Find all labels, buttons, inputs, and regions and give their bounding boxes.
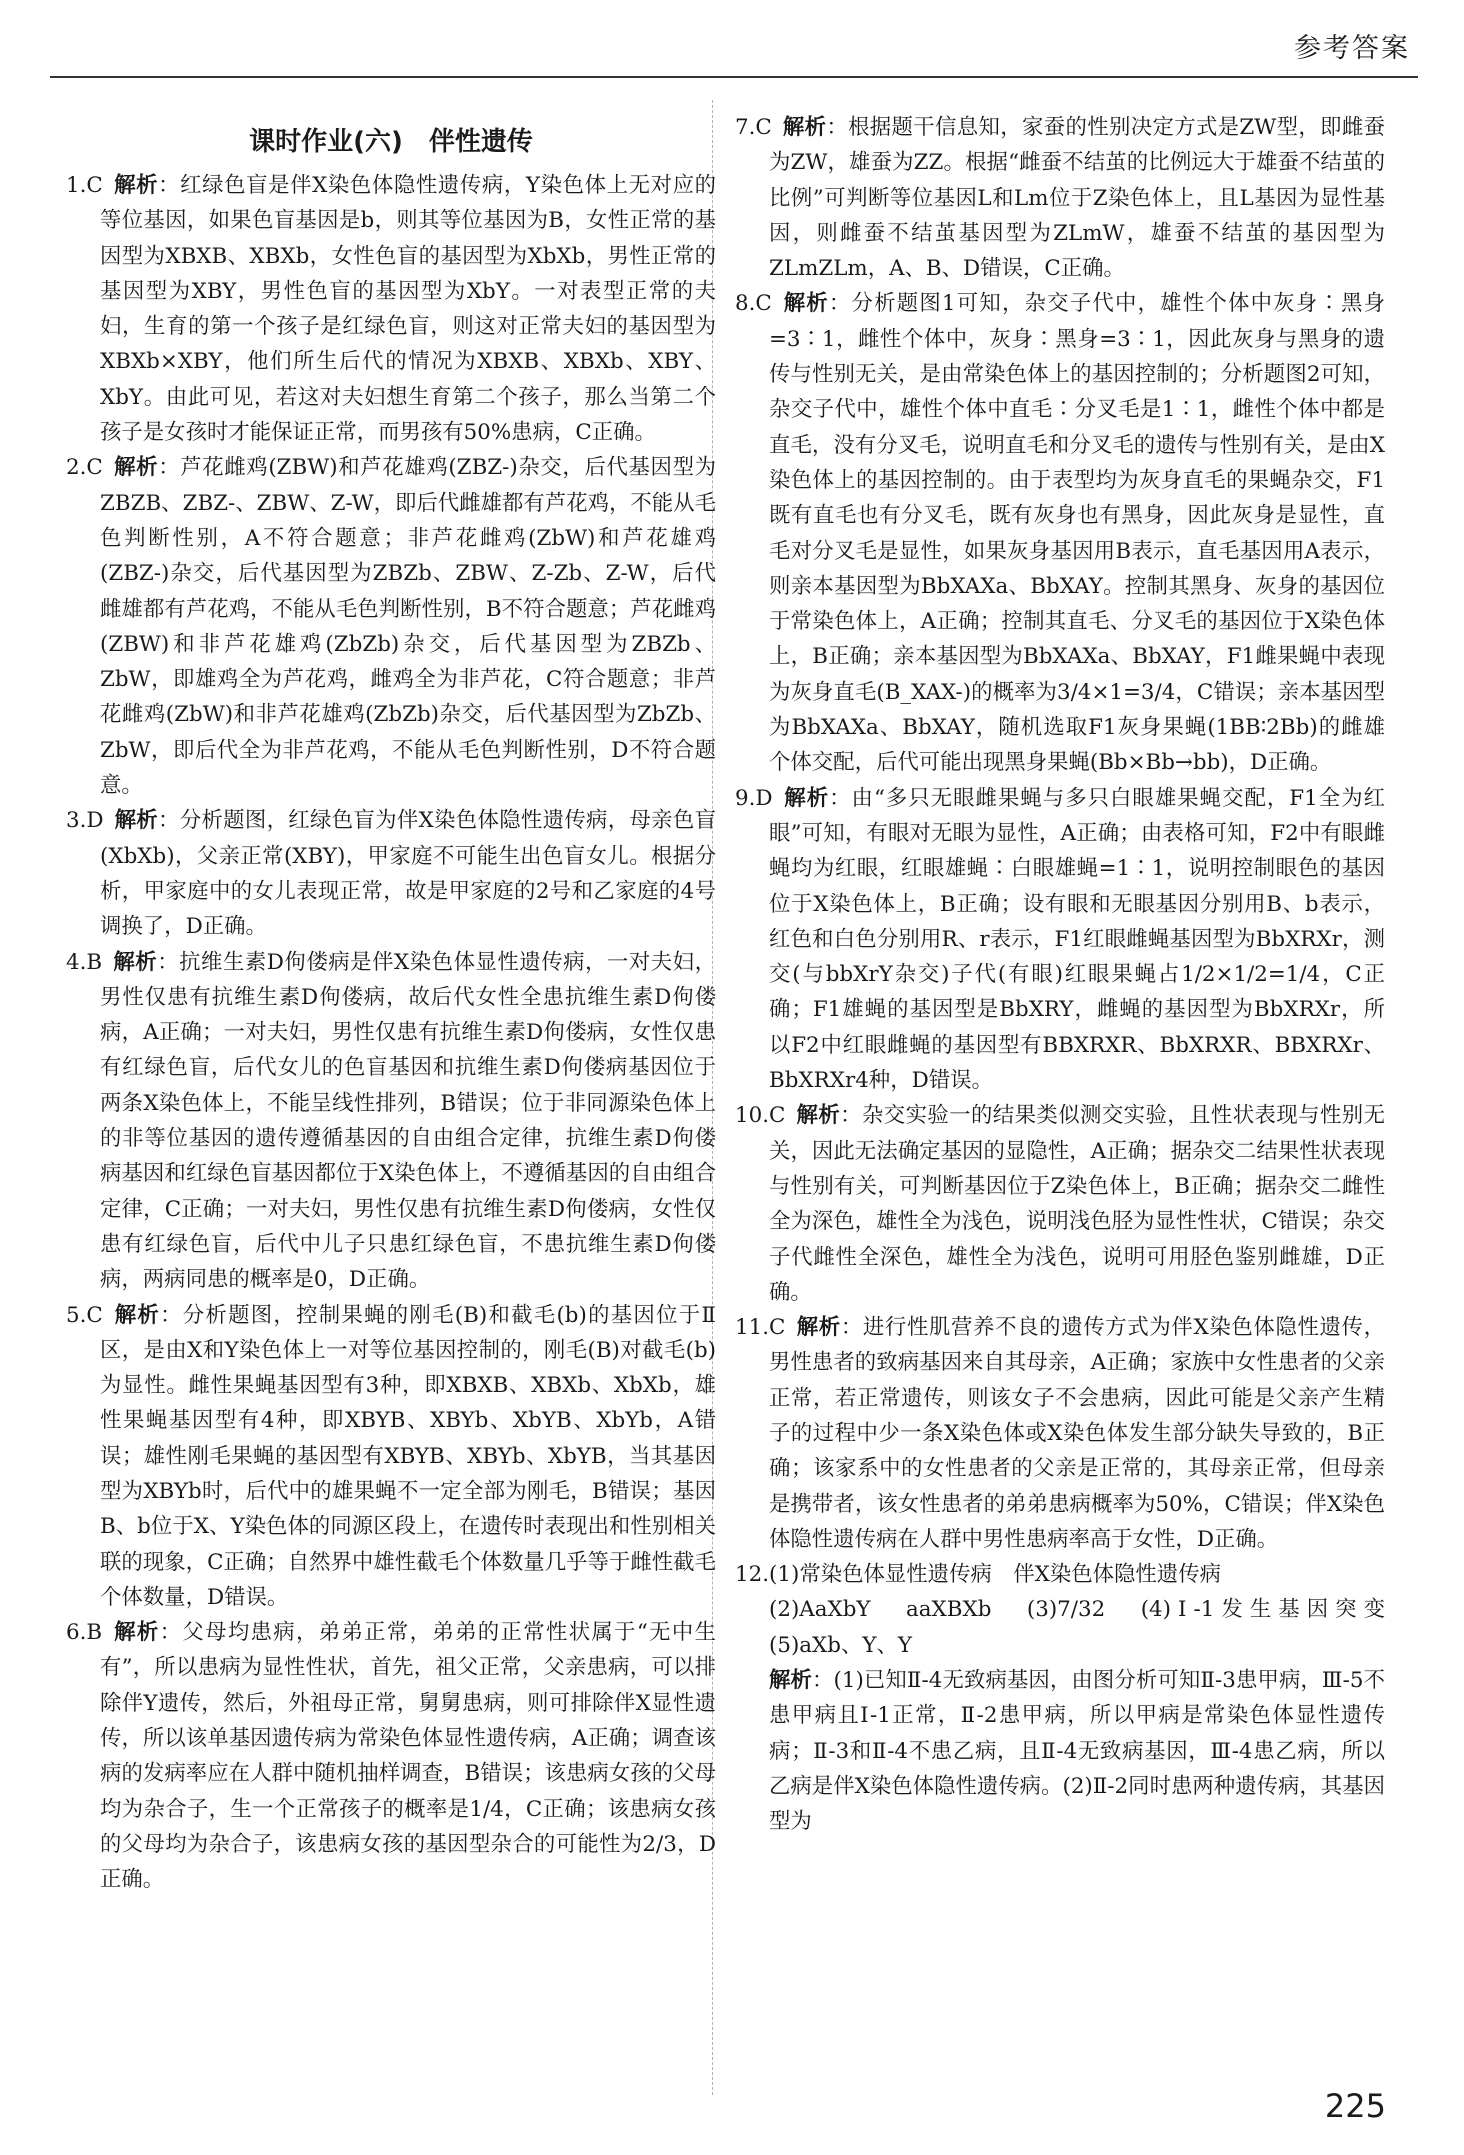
item-number: 4.B xyxy=(66,949,103,975)
analysis-text: ：父母均患病，弟弟正常，弟弟的正常性状属于“无中生有”，所以患病为显性性状，首先，祖父正常，父亲患病，可以排除伴Y遗传，然后，外祖母正常，舅舅患病，则可排除伴X显性遗传，所以该单基因遗传病为常染色体显性遗传病，A正确；调查该病的发病率应在人群中随机抽样调查，B错误；该患病女孩的父母均为杂合子，生一个正常孩子的概率是1/4，C正确；该患病女孩的父母均为杂合子，该患病女孩的基因型杂合的可能性为2/3，D正确。 xyxy=(100,1620,716,1893)
item-number: 9.D xyxy=(735,785,773,811)
analysis-label: 解析 xyxy=(113,173,159,198)
analysis-label: 解析 xyxy=(796,1103,841,1129)
analysis-text: ：(1)已知Ⅱ-4无致病基因，由图分析可知Ⅱ-3患甲病，Ⅲ-5不患甲病且Ⅰ-1正常，Ⅱ-2患甲病，所以甲病是常染色体显性遗传病；Ⅱ-3和Ⅱ-4不患乙病，且Ⅱ-4无致病基因，Ⅲ-4患乙病，所以乙病是伴X染色体隐性遗传病。(2)Ⅱ-2同时患两种遗传病，其基因型为 xyxy=(769,1668,1385,1835)
answer-item xyxy=(735,1310,1385,1557)
analysis-text: ：由“多只无眼雌果蝇与多只白眼雄果蝇交配，F1全为红眼”可知，有眼对无眼为显性，A正确；由表格可知，F2中有眼雌蝇均为红眼，红眼雄蝇∶白眼雄蝇=1∶1，说明控制眼色的基因位于X染色体上，B正确；设有眼和无眼基因分别用B、b表示，红色和白色分别用R、r表示，F1红眼雌蝇基因型为BbXRXr，测交(与bbXrY杂交)子代(有眼)红眼果蝇占1/2×1/2=1/4，C正确；F1雄蝇的基因型是BbXRY，雌蝇的基因型为BbXRXr，所以F2中红眼雌蝇的基因型有BBXRXR、BbXRXR、BBXRXr、BbXRXr4种，D错误。 xyxy=(769,785,1385,1094)
item-number: 1.C xyxy=(66,173,103,198)
item-number: 10.C xyxy=(735,1103,786,1129)
analysis-label: 解析 xyxy=(112,1620,160,1646)
analysis-label: 解析 xyxy=(782,291,829,317)
answer-line: (1)常染色体显性遗传病 伴X染色体隐性遗传病 xyxy=(769,1562,1221,1588)
answer-item xyxy=(735,110,1385,286)
left-column xyxy=(66,110,716,1898)
analysis-12 xyxy=(735,1663,1385,1839)
header-rule xyxy=(50,76,1418,78)
analysis-label: 解析 xyxy=(783,785,830,811)
analysis-label: 解析 xyxy=(769,1668,812,1694)
answer-item xyxy=(735,286,1385,780)
analysis-text: ：抗维生素D佝偻病是伴X染色体显性遗传病，一对夫妇，男性仅患有抗维生素D佝偻病，故后代女性全患抗维生素D佝偻病，A正确；一对夫妇，男性仅患有抗维生素D佝偻病，女性仅患有红绿色盲，后代女儿的色盲基因和抗维生素D佝偻病基因位于两条X染色体上，不能呈线性排列，B错误；位于非同源染色体上的非等位基因的遗传遵循基因的自由组合定律，抗维生素D佝偻病基因和红绿色盲基因都位于X染色体上，不遵循基因的自由组合定律，C正确；一对夫妇，男性仅患有抗维生素D佝偻病，女性仅患有红绿色盲，后代中儿子只患红绿色盲，不患抗维生素D佝偻病，两病同患的概率是0，D正确。 xyxy=(100,949,716,1293)
answer-item xyxy=(66,1298,716,1616)
analysis-label: 解析 xyxy=(114,808,159,834)
item-number: 7.C xyxy=(735,115,772,140)
analysis-text: ：芦花雌鸡(ZBW)和芦花雄鸡(ZBZ-)杂交，后代基因型为ZBZB、ZBZ-、ZBW、Z-W，即后代雌雄都有芦花鸡，不能从毛色判断性别，A不符合题意；非芦花雌鸡(ZbW)和芦花雄鸡(ZBZ-)杂交，后代基因型为ZBZb、ZBW、Z-Zb、Z-W，后代雌雄都有芦花鸡，不能从毛色判断性别，B不符合题意；芦花雌鸡(ZBW)和非芦花雄鸡(ZbZb)杂交，后代基因型为ZBZb、ZbW，即雄鸡全为芦花鸡，雌鸡全为非芦花，C符合题意；非芦花雌鸡(ZbW)和非芦花雄鸡(ZbZb)杂交，后代基因型为ZbZb、ZbW，即后代全为非芦花鸡，不能从毛色判断性别，D不符合题意。 xyxy=(100,455,716,799)
item-number: 12. xyxy=(735,1562,770,1588)
page-header-title: 参考答案 xyxy=(1294,33,1410,64)
analysis-text: ：红绿色盲是伴X染色体隐性遗传病，Y染色体上无对应的等位基因，如果色盲基因是b，则其等位基因为B，女性正常的基因型为XBXB、XBXb，女性色盲的基因型为XbXb，男性正常的基因型为XBY，男性色盲的基因型为XbY。一对表型正常的夫妇，生育的第一个孩子是红绿色盲，则这对正常夫妇的基因型为XBXb×XBY，他们所生后代的情况为XBXB、XBXb、XBY、XbY。由此可见，若这对夫妇想生育第二个孩子，那么当第二个孩子是女孩时才能保证正常，而男孩有50%患病，C正确。 xyxy=(100,173,716,446)
analysis-text: ：分析题图，控制果蝇的刚毛(B)和截毛(b)的基因位于Ⅱ区，是由X和Y染色体上一对等位基因控制的，刚毛(B)对截毛(b)为显性。雌性果蝇基因型有3种，即XBXB、XBXb、XbXb，雄性果蝇基因型有4种，即XBYB、XBYb、XbYB、XbYb，A错误；雄性刚毛果蝇的基因型有XBYB、XBYb、XbYB，当其基因型为XBYb时，后代中的雄果蝇不一定全部为刚毛，B错误；基因B、b位于X、Y染色体的同源区段上，在遗传时表现出和性别相关联的现象，C正确；自然界中雄性截毛个体数量几乎等于雌性截毛个体数量，D错误。 xyxy=(100,1302,716,1610)
analysis-label: 解析 xyxy=(796,1315,841,1341)
answer-item xyxy=(735,1098,1385,1310)
item-number: 5.C xyxy=(66,1302,103,1328)
analysis-text: ：分析题图1可知，杂交子代中，雄性个体中灰身∶黑身=3∶1，雌性个体中，灰身∶黑身=3∶1，因此灰身与黑身的遗传与性别无关，是由常染色体上的基因控制的；分析题图2可知，杂交子代中，雄性个体中直毛∶分叉毛是1∶1，雌性个体中都是直毛，没有分叉毛，说明直毛和分叉毛的遗传与性别有关，是由X染色体上的基因控制的。由于表型均为灰身直毛的果蝇杂交，F1既有直毛也有分叉毛，既有灰身也有黑身，因此灰身是显性，直毛对分叉毛是显性，如果灰身基因用B表示，直毛基因用A表示，则亲本基因型为BbXAXa、BbXAY。控制其黑身、灰身的基因位于常染色体上，A正确；控制其直毛、分叉毛的基因位于X染色体上，B正确；亲本基因型为BbXAXa、BbXAY，F1雌果蝇中表现为灰身直毛(B_XAX-)的概率为3/4×1=3/4，C错误；亲本基因型为BbXAXa、BbXAY，随机选取F1灰身果蝇(1BB∶2Bb)的雌雄个体交配，后代可能出现黑身果蝇(Bb×Bb→bb)，D正确。 xyxy=(769,291,1385,776)
analysis-label: 解析 xyxy=(113,455,159,481)
analysis-text: ：进行性肌营养不良的遗传方式为伴X染色体隐性遗传，男性患者的致病基因来自其母亲，A正确；家族中女性患者的父亲正常，若正常遗传，则该女子不会患病，因此可能是父亲产生精子的过程中少一条X染色体或X染色体发生部分缺失导致的，B正确；该家系中的女性患者的父亲是正常的，其母亲正常，但母亲是携带者，该女性患者的弟弟患病概率为50%，C错误；伴X染色体隐性遗传病在人群中男性患病率高于女性，D正确。 xyxy=(769,1315,1385,1552)
answer-item xyxy=(66,450,716,803)
item-number: 8.C xyxy=(735,291,772,317)
analysis-text: ：杂交实验一的结果类似测交实验，且性状表现与性别无关，因此无法确定基因的显隐性，A正确；据杂交二结果性状表现与性别有关，可判断基因位于Z染色体上，B正确；据杂交二雌性全为深色，雄性全为浅色，说明浅色胫为显性性状，C错误；杂交子代雌性全深色，雄性全为浅色，说明可用胫色鉴别雌雄，D正确。 xyxy=(769,1103,1385,1305)
item-number: 11.C xyxy=(735,1315,786,1341)
answer-item xyxy=(66,803,716,944)
answer-item xyxy=(735,781,1385,1099)
analysis-text: ：根据题干信息知，家蚕的性别决定方式是ZW型，即雌蚕为ZW，雄蚕为ZZ。根据“雌蚕不结茧的比例远大于雄蚕不结茧的比例”可判断等位基因L和Lm位于Z染色体上，且L基因为显性基因，则雌蚕不结茧基因型为ZLmW，雄蚕不结茧的基因型为ZLmZLm，A、B、D错误，C正确。 xyxy=(769,115,1385,282)
analysis-label: 解析 xyxy=(112,949,158,975)
right-item-list xyxy=(735,110,1385,1557)
analysis-text: ：分析题图，红绿色盲为伴X染色体隐性遗传病，母亲色盲(XbXb)，父亲正常(XBY)，甲家庭不可能生出色盲女儿。根据分析，甲家庭中的女儿表现正常，故是甲家庭的2号和乙家庭的4号调换了，D正确。 xyxy=(100,808,716,940)
analysis-label: 解析 xyxy=(113,1302,161,1328)
analysis-label: 解析 xyxy=(782,115,827,140)
answer-item xyxy=(66,168,716,450)
section-title: 课时作业(六) 伴性遗传 xyxy=(249,127,533,157)
answer-item xyxy=(66,1615,716,1897)
right-column xyxy=(735,110,1407,1840)
page-number: 225 xyxy=(1324,2087,1386,2125)
left-item-list xyxy=(66,168,716,1898)
item-number: 6.B xyxy=(66,1620,103,1646)
item-number: 3.D xyxy=(66,808,104,834)
answer-line-2: (2)AaXbY aaXBXb (3)7/32 (4)Ⅰ-1发生基因突变 (5)aXb、Y、Y xyxy=(769,1597,1407,1658)
item-number: 2.C xyxy=(66,455,103,481)
answer-item xyxy=(66,945,716,1298)
answer-item-12 xyxy=(735,1557,1385,1592)
